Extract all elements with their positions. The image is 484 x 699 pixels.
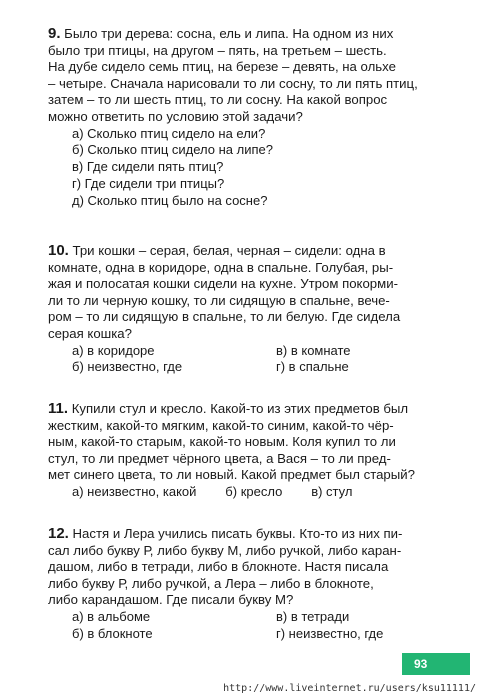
problem-text-line: ли то ли черную кошку, то ли сидящую в спальне, вече-: [48, 292, 390, 308]
answer-option: в) в тетради: [276, 608, 350, 624]
answer-option-row: [72, 626, 448, 643]
problem-10: [48, 243, 448, 376]
page-number-badge: 93: [402, 653, 470, 675]
watermark-url: http://www.liveinternet.ru/users/ksu11111/: [223, 683, 476, 694]
problem-text-line: мет синего цвета, то ли новый. Какой предмет был старый?: [48, 467, 415, 483]
problem-text-line: 10. Три кошки – серая, белая, черная – сидели: одна в: [48, 242, 386, 259]
answer-option-line: а) неизвестно, какой б) кресло в) стул: [72, 483, 353, 499]
problem-text-line: ным, какой-то старым, какой-то новым. Коля купил то ли: [48, 434, 396, 450]
answer-option-row: [72, 609, 448, 626]
answer-option: в) Где сидели пять птиц?: [72, 159, 224, 175]
problem-number: 12.: [48, 525, 69, 542]
problem-number: 9.: [48, 25, 61, 42]
problem-text-line: жестким, какой-то мягким, какой-то синим, какой-то чёр-: [48, 417, 394, 433]
problem-text-line: жая и полосатая кошки сидели на кухне. Утром покорми-: [48, 276, 398, 292]
answer-options: [48, 484, 448, 501]
answer-option: а) в альбоме: [72, 608, 151, 624]
answer-option: б) неизвестно, где: [72, 359, 183, 375]
problem-text-line: 12. Настя и Лера учились писать буквы. Кто-то из них пи-: [48, 525, 403, 542]
answer-options: [48, 609, 448, 643]
problem-text-line: можно ответить по условию этой задачи?: [48, 108, 303, 124]
answer-option: г) Где сидели три птицы?: [72, 175, 225, 191]
problem-number: 11.: [48, 400, 69, 417]
problem-11: [48, 401, 448, 501]
problem-text-line: стул, то ли предмет чёрного цвета, а Вася – то ли пред-: [48, 450, 391, 466]
answer-option: г) неизвестно, где: [276, 625, 384, 641]
problem-number: 10.: [48, 242, 69, 259]
answer-option-row: [72, 343, 448, 360]
problem-text-line: 11. Купили стул и кресло. Какой-то из этих предметов был: [48, 400, 409, 417]
problem-12: [48, 526, 448, 643]
problem-text-line: сал либо букву Р, либо букву М, либо ручкой, либо каран-: [48, 542, 402, 558]
answer-options: [48, 126, 448, 210]
problem-text-line: было три птицы, на другом – пять, на третьем – шесть.: [48, 42, 387, 58]
problem-text-line: затем – то ли шесть птиц, то ли сосну. На какой вопрос: [48, 92, 388, 108]
answer-options: [48, 343, 448, 377]
answer-option: д) Сколько птиц было на сосне?: [72, 192, 268, 208]
problem-text-line: либо букву Р, либо ручкой, а Лера – либо в блокноте,: [48, 575, 374, 591]
problem-text-line: комнате, одна в коридоре, одна в спальне. Голубая, ры-: [48, 259, 394, 275]
problem-text-line: На дубе сидело семь птиц, на березе – девять, на ольхе: [48, 59, 396, 75]
problem-text-line: 9. Было три дерева: сосна, ель и липа. На одном из них: [48, 25, 394, 42]
problem-text-line: – четыре. Сначала нарисовали то ли сосну, то ли пять птиц,: [48, 75, 418, 91]
problem-text-line: либо карандашом. Где писали букву М?: [48, 592, 294, 608]
answer-option: б) в блокноте: [72, 625, 153, 641]
answer-option: б) Сколько птиц сидело на липе?: [72, 142, 273, 158]
problem-text-line: ром – то ли сидящую в спальне, то ли белую. Где сидела: [48, 309, 401, 325]
answer-option: а) Сколько птиц сидело на ели?: [72, 125, 266, 141]
answer-option: в) в комнате: [276, 342, 351, 358]
answer-option-row: [72, 359, 448, 376]
answer-option: а) в коридоре: [72, 342, 155, 358]
problem-text-line: серая кошка?: [48, 325, 132, 341]
problem-9: [48, 26, 448, 210]
answer-option: г) в спальне: [276, 359, 349, 375]
problem-text-line: дашом, либо в тетради, либо в блокноте. Настя писала: [48, 559, 389, 575]
